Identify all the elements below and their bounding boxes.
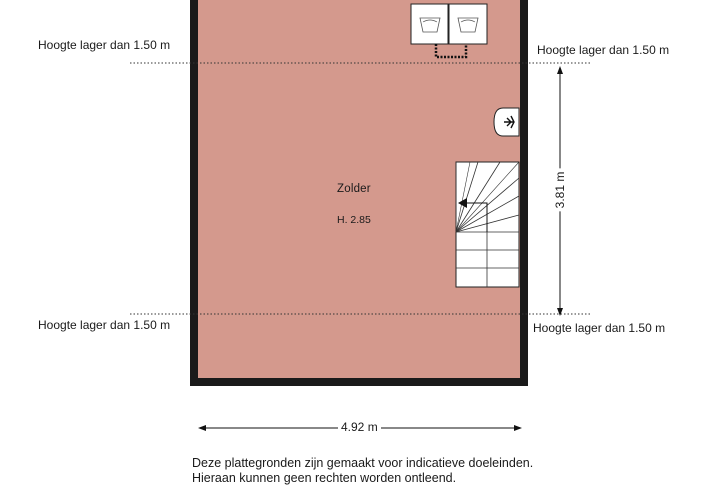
low-height-note-bottom-right: Hoogte lager dan 1.50 m (533, 321, 666, 335)
low-height-note-top-left: Hoogte lager dan 1.50 m (38, 38, 171, 52)
dimension-width-label: 4.92 m (338, 420, 381, 434)
disclaimer (192, 456, 533, 486)
low-height-note-top-right: Hoogte lager dan 1.50 m (537, 43, 670, 57)
staircase-icon (456, 162, 519, 287)
disclaimer-line-1: Deze plattegronden zijn gemaakt voor indicatieve doeleinden. (192, 456, 534, 470)
boiler-icon (494, 108, 519, 136)
room-height: H. 2.85 (337, 214, 371, 226)
dimension-depth-label: 3.81 m (553, 169, 567, 212)
low-height-note-bottom-left: Hoogte lager dan 1.50 m (38, 318, 171, 332)
disclaimer-line-2: Hieraan kunnen geen rechten worden ontleend. (192, 471, 457, 485)
room-name: Zolder (337, 183, 371, 195)
